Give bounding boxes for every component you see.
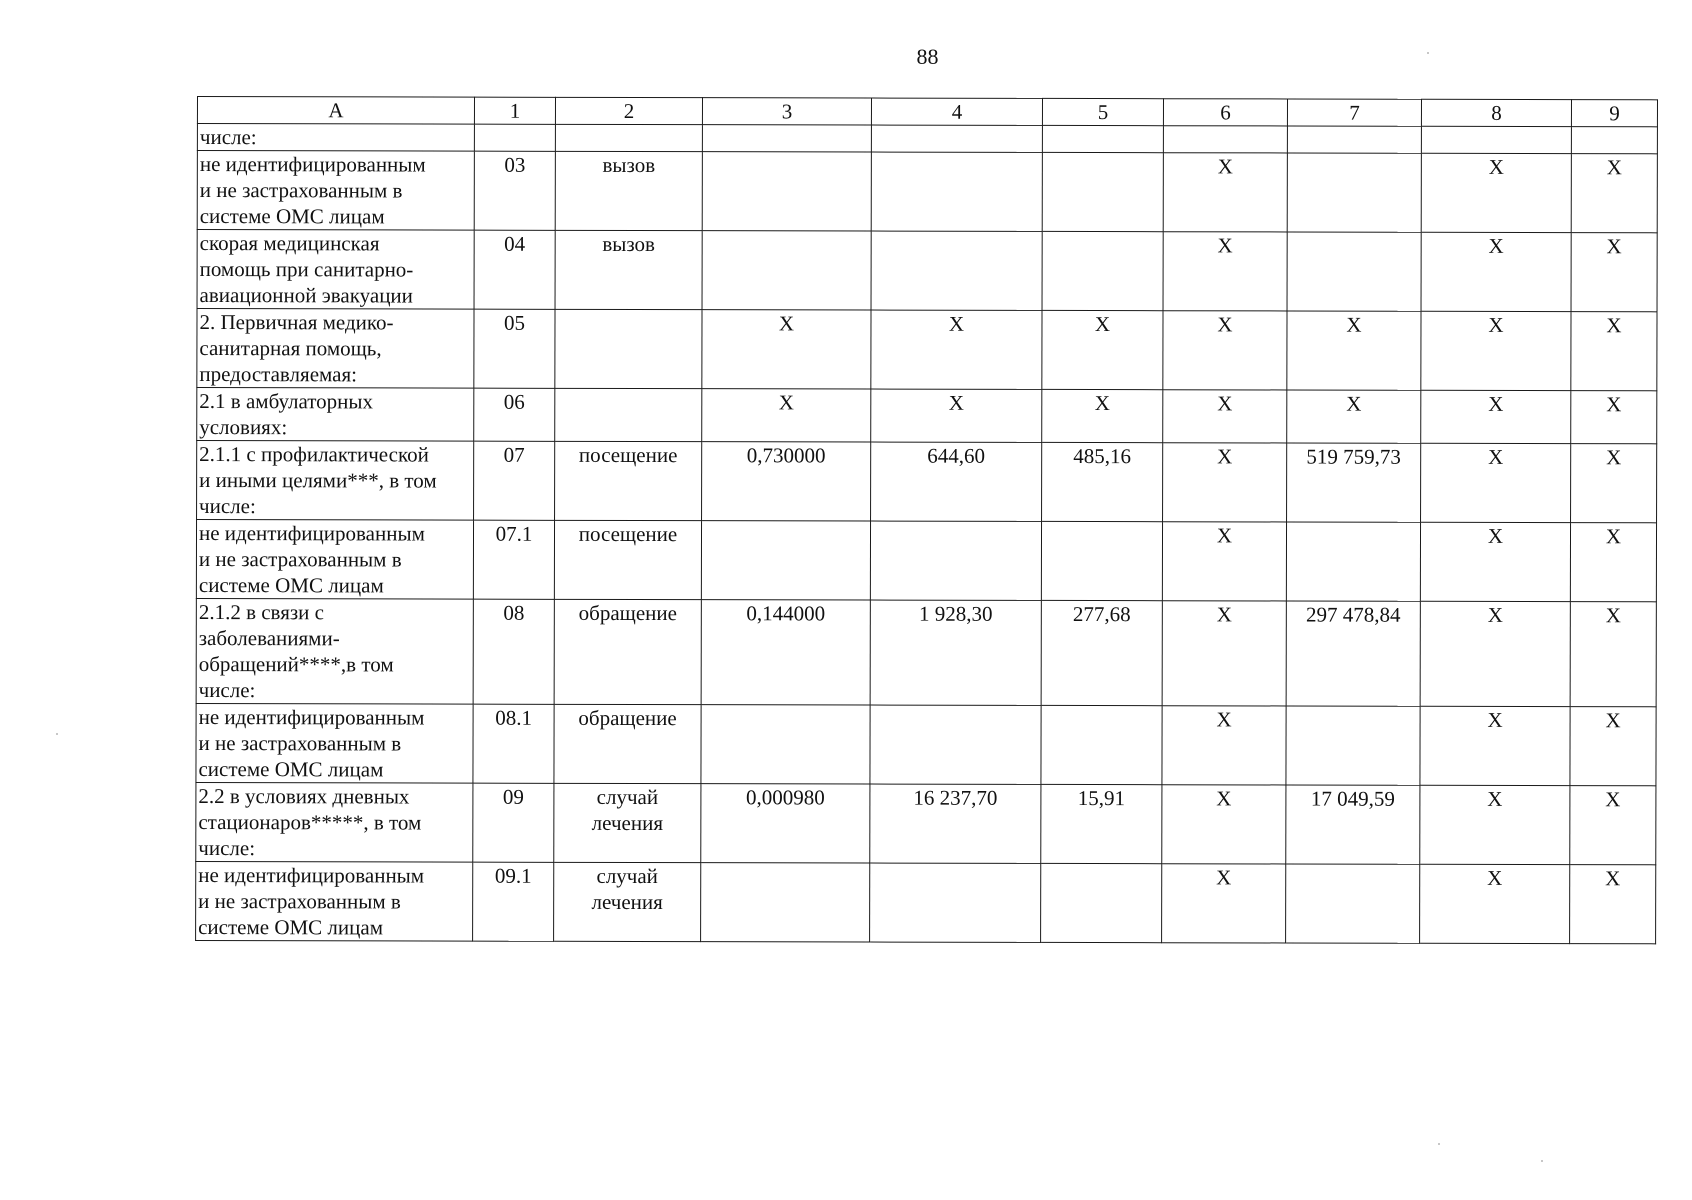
row-value-7-text: Х bbox=[1346, 391, 1362, 416]
row-code bbox=[474, 388, 555, 441]
row-code-text: 08.1 bbox=[495, 705, 532, 730]
column-header-3: 3 bbox=[702, 98, 871, 125]
row-value-9 bbox=[1571, 154, 1657, 233]
row-value-4 bbox=[870, 521, 1041, 600]
table-row bbox=[196, 782, 1656, 864]
row-description bbox=[197, 309, 474, 389]
row-code bbox=[473, 599, 554, 704]
row-unit-text: вызов bbox=[602, 152, 656, 178]
row-value-5 bbox=[1041, 784, 1162, 863]
column-header-4: 4 bbox=[871, 98, 1042, 125]
column-header-8: 8 bbox=[1421, 99, 1571, 126]
row-value-4 bbox=[871, 310, 1042, 389]
row-value-9-text: Х bbox=[1606, 445, 1622, 470]
row-value-5 bbox=[1041, 705, 1162, 784]
row-description-text: скорая медицинская помощь при санитарно- авиационной эвакуации bbox=[199, 231, 414, 308]
column-header-a: A bbox=[197, 97, 474, 125]
row-description bbox=[197, 151, 474, 231]
row-value-9 bbox=[1570, 707, 1656, 786]
row-value-6-text: Х bbox=[1217, 233, 1233, 258]
row-value-4 bbox=[870, 863, 1041, 942]
row-value-7-text: 297 478,84 bbox=[1306, 602, 1401, 627]
row-value-5 bbox=[1042, 442, 1163, 521]
row-value-3-text: Х bbox=[778, 390, 794, 415]
row-description bbox=[196, 861, 473, 941]
row-value-4-text: 1 928,30 bbox=[919, 601, 993, 626]
row-value-3 bbox=[701, 705, 870, 784]
table-row bbox=[197, 151, 1657, 233]
row-value-5 bbox=[1042, 389, 1163, 442]
row-description-text: числе: bbox=[199, 125, 257, 150]
row-value-8 bbox=[1421, 443, 1571, 522]
row-value-6-text: Х bbox=[1216, 523, 1233, 548]
table-row bbox=[197, 309, 1657, 391]
row-value-8 bbox=[1420, 522, 1570, 601]
row-value-3 bbox=[702, 389, 871, 442]
row-unit bbox=[554, 783, 701, 862]
row-value-9 bbox=[1571, 233, 1657, 312]
row-unit-text: случай лечения bbox=[591, 784, 664, 836]
row-code-text: 07.1 bbox=[495, 521, 533, 546]
row-value-9 bbox=[1571, 391, 1657, 444]
row-value-7 bbox=[1287, 443, 1421, 522]
row-unit-text: вызов bbox=[602, 231, 656, 257]
row-value-8 bbox=[1421, 126, 1571, 153]
scan-speck bbox=[1438, 1143, 1440, 1145]
row-description-text: не идентифицированным и не застрахованным в системе ОМС лицам bbox=[198, 705, 425, 782]
column-header-2: 2 bbox=[555, 97, 702, 124]
table-row bbox=[197, 230, 1657, 312]
row-unit bbox=[555, 388, 702, 441]
row-value-3-text: Х bbox=[778, 311, 795, 336]
row-value-9-text: Х bbox=[1606, 313, 1622, 338]
column-header-5: 5 bbox=[1042, 98, 1163, 125]
row-value-8-text: Х bbox=[1487, 865, 1503, 890]
row-value-5 bbox=[1042, 310, 1163, 389]
row-value-6 bbox=[1162, 864, 1286, 943]
row-value-7 bbox=[1287, 390, 1421, 443]
row-value-5 bbox=[1041, 863, 1162, 942]
row-value-3 bbox=[702, 152, 871, 231]
row-value-6-text: Х bbox=[1217, 312, 1233, 337]
row-description-text: 2.1.2 в связи с заболеваниями- обращений****,в том числе: bbox=[198, 600, 394, 703]
row-value-3-text: 0,144000 bbox=[746, 601, 826, 626]
row-value-5 bbox=[1041, 600, 1162, 705]
row-description bbox=[197, 441, 474, 521]
row-value-6-text: Х bbox=[1217, 444, 1233, 469]
row-value-7 bbox=[1287, 126, 1421, 153]
row-code bbox=[474, 151, 555, 230]
row-value-8-text: Х bbox=[1487, 602, 1503, 627]
row-value-5-text: 485,16 bbox=[1073, 443, 1132, 469]
row-value-8 bbox=[1421, 311, 1571, 390]
row-value-3 bbox=[702, 442, 871, 521]
row-description bbox=[196, 520, 473, 600]
row-unit-text: посещение bbox=[578, 442, 678, 468]
row-description bbox=[197, 230, 474, 310]
row-value-8 bbox=[1421, 390, 1571, 443]
table-body bbox=[196, 124, 1658, 944]
tariff-table bbox=[195, 96, 1658, 944]
row-value-4 bbox=[870, 600, 1041, 705]
row-value-5-text: Х bbox=[1094, 312, 1111, 337]
column-header-7: 7 bbox=[1287, 99, 1421, 126]
row-value-6-text: Х bbox=[1216, 786, 1232, 811]
row-unit bbox=[555, 151, 702, 230]
row-code bbox=[473, 783, 554, 862]
row-value-6 bbox=[1162, 601, 1286, 706]
row-unit bbox=[555, 230, 702, 309]
row-value-7-text: Х bbox=[1346, 312, 1362, 337]
row-value-8-text: Х bbox=[1488, 233, 1504, 258]
row-code bbox=[474, 441, 555, 520]
row-unit-text: посещение bbox=[578, 521, 678, 547]
table-row bbox=[196, 861, 1656, 943]
scan-speck bbox=[1427, 52, 1429, 54]
row-value-8-text: Х bbox=[1487, 707, 1503, 732]
row-value-9 bbox=[1570, 602, 1656, 707]
row-value-4-text: Х bbox=[948, 390, 964, 415]
row-code-text: 07 bbox=[503, 442, 525, 467]
row-value-3 bbox=[702, 310, 871, 389]
row-code bbox=[474, 230, 555, 309]
row-value-3 bbox=[701, 521, 870, 600]
row-value-6 bbox=[1163, 311, 1287, 390]
row-value-9-text: Х bbox=[1606, 155, 1622, 180]
row-value-8-text: Х bbox=[1488, 444, 1504, 469]
table-row bbox=[197, 441, 1657, 523]
row-value-4 bbox=[871, 125, 1042, 152]
row-description-text: 2.1 в амбулаторных условиях: bbox=[199, 389, 374, 440]
row-value-8-text: Х bbox=[1488, 154, 1504, 179]
row-value-7 bbox=[1287, 153, 1421, 232]
row-unit bbox=[554, 599, 701, 704]
row-value-9 bbox=[1570, 523, 1656, 602]
row-value-7 bbox=[1286, 601, 1420, 706]
row-value-8 bbox=[1420, 785, 1570, 864]
row-value-4 bbox=[870, 705, 1041, 784]
row-value-9-text: Х bbox=[1605, 603, 1621, 628]
row-value-5-text: 277,68 bbox=[1072, 601, 1131, 627]
row-code-text: 03 bbox=[504, 152, 526, 177]
row-value-4 bbox=[871, 231, 1042, 310]
row-unit bbox=[555, 441, 702, 520]
row-value-8 bbox=[1420, 601, 1570, 706]
row-value-6 bbox=[1162, 785, 1286, 864]
row-code bbox=[473, 520, 554, 599]
row-unit bbox=[555, 309, 702, 388]
row-value-8-text: Х bbox=[1487, 786, 1503, 811]
row-value-7 bbox=[1286, 864, 1420, 943]
row-value-5-text: 15,91 bbox=[1077, 786, 1126, 811]
row-code bbox=[473, 862, 554, 941]
row-value-6 bbox=[1162, 706, 1286, 785]
column-header-6: 6 bbox=[1163, 99, 1287, 126]
row-value-7 bbox=[1286, 706, 1420, 785]
row-description bbox=[197, 388, 474, 442]
row-unit-text: обращение bbox=[578, 600, 677, 626]
row-value-5-text: Х bbox=[1094, 391, 1110, 416]
row-unit-text: случай лечения bbox=[591, 863, 663, 915]
row-value-9 bbox=[1570, 865, 1656, 944]
row-unit bbox=[554, 862, 701, 941]
column-header-1: 1 bbox=[474, 97, 555, 124]
row-code bbox=[474, 124, 555, 151]
row-value-6-text: Х bbox=[1216, 865, 1232, 890]
row-value-3 bbox=[701, 600, 870, 705]
row-value-8 bbox=[1420, 706, 1570, 785]
row-code bbox=[474, 309, 555, 388]
row-value-6 bbox=[1163, 232, 1287, 311]
row-code-text: 09.1 bbox=[494, 863, 532, 888]
row-value-6-text: Х bbox=[1216, 602, 1232, 627]
row-description-text: не идентифицированным и не застрахованным в системе ОМС лицам bbox=[199, 152, 426, 229]
row-value-4 bbox=[871, 152, 1042, 231]
row-value-8-text: Х bbox=[1488, 312, 1504, 337]
row-value-3-text: 0,730000 bbox=[746, 443, 826, 468]
row-code-text: 06 bbox=[503, 389, 525, 414]
row-value-4 bbox=[871, 442, 1042, 521]
row-value-3 bbox=[701, 784, 870, 863]
row-value-7 bbox=[1287, 232, 1421, 311]
row-value-8-text: Х bbox=[1487, 523, 1504, 548]
row-value-7 bbox=[1287, 311, 1421, 390]
row-description-text: не идентифицированным и не застрахованным в системе ОМС лицам bbox=[198, 863, 425, 940]
row-value-7-text: 519 759,73 bbox=[1306, 444, 1401, 469]
row-value-7-text: 17 049,59 bbox=[1310, 786, 1395, 811]
row-value-9-text: Х bbox=[1606, 392, 1622, 417]
row-unit bbox=[554, 520, 701, 599]
row-value-6 bbox=[1163, 153, 1287, 232]
row-value-3-text: 0,000980 bbox=[746, 785, 825, 810]
row-value-9-text: Х bbox=[1605, 866, 1621, 891]
row-value-9 bbox=[1571, 312, 1657, 391]
row-code-text: 09 bbox=[502, 784, 524, 809]
row-value-6-text: Х bbox=[1216, 707, 1232, 732]
table-row bbox=[197, 388, 1657, 444]
row-description bbox=[197, 124, 474, 152]
row-unit bbox=[554, 704, 701, 783]
row-description bbox=[196, 782, 473, 862]
scan-speck bbox=[56, 733, 58, 735]
row-unit bbox=[555, 124, 702, 151]
row-value-8 bbox=[1420, 864, 1570, 943]
scan-speck bbox=[1541, 1160, 1543, 1162]
table-row bbox=[196, 703, 1656, 785]
row-value-9 bbox=[1571, 127, 1657, 154]
row-unit-text: обращение bbox=[578, 705, 677, 731]
row-value-3 bbox=[702, 125, 871, 152]
row-code-text: 05 bbox=[503, 310, 526, 335]
row-value-6-text: Х bbox=[1217, 391, 1233, 416]
row-value-9-text: Х bbox=[1605, 708, 1621, 733]
row-value-9-text: Х bbox=[1606, 234, 1622, 259]
row-value-4 bbox=[871, 389, 1042, 442]
row-code bbox=[473, 704, 554, 783]
row-value-4-text: Х bbox=[948, 311, 965, 336]
row-value-8 bbox=[1421, 153, 1571, 232]
row-value-7 bbox=[1286, 522, 1420, 601]
row-value-6 bbox=[1163, 443, 1287, 522]
row-value-4 bbox=[870, 784, 1041, 863]
row-description-text: 2.2 в условиях дневных стационаров*****, в том числе: bbox=[198, 784, 422, 861]
row-value-9 bbox=[1571, 444, 1657, 523]
row-value-6-text: Х bbox=[1217, 154, 1233, 179]
table-row bbox=[196, 520, 1656, 602]
row-description bbox=[196, 703, 473, 783]
row-value-4-text: 16 237,70 bbox=[913, 785, 998, 810]
row-value-7 bbox=[1286, 785, 1420, 864]
row-value-5 bbox=[1042, 152, 1163, 231]
row-value-5 bbox=[1042, 231, 1163, 310]
row-value-3 bbox=[702, 231, 871, 310]
row-description-text: не идентифицированным и не застрахованным в системе ОМС лицам bbox=[198, 521, 425, 598]
row-value-3 bbox=[701, 863, 870, 942]
row-value-9-text: Х bbox=[1605, 787, 1621, 812]
row-value-5 bbox=[1042, 125, 1163, 152]
row-description bbox=[196, 598, 473, 704]
table-row bbox=[196, 598, 1656, 706]
column-header-9: 9 bbox=[1571, 100, 1657, 127]
row-description-text: 2. Первичная медико- санитарная помощь, предоставляемая: bbox=[199, 310, 394, 387]
row-value-4-text: 644,60 bbox=[927, 443, 986, 468]
row-value-6 bbox=[1162, 522, 1286, 601]
row-value-5 bbox=[1041, 521, 1162, 600]
row-description-text: 2.1.1 с профилактической и иными целями***, в том числе: bbox=[199, 442, 437, 519]
row-value-8 bbox=[1421, 232, 1571, 311]
row-code-text: 08 bbox=[503, 600, 525, 625]
row-value-9 bbox=[1570, 786, 1656, 865]
row-code-text: 04 bbox=[504, 231, 526, 256]
page-number: 88 bbox=[916, 44, 939, 69]
row-value-8-text: Х bbox=[1488, 391, 1504, 416]
table-row bbox=[197, 124, 1657, 154]
header-row bbox=[197, 97, 1657, 127]
row-value-6 bbox=[1163, 390, 1287, 443]
row-value-9-text: Х bbox=[1605, 524, 1622, 549]
row-value-6 bbox=[1163, 126, 1287, 153]
